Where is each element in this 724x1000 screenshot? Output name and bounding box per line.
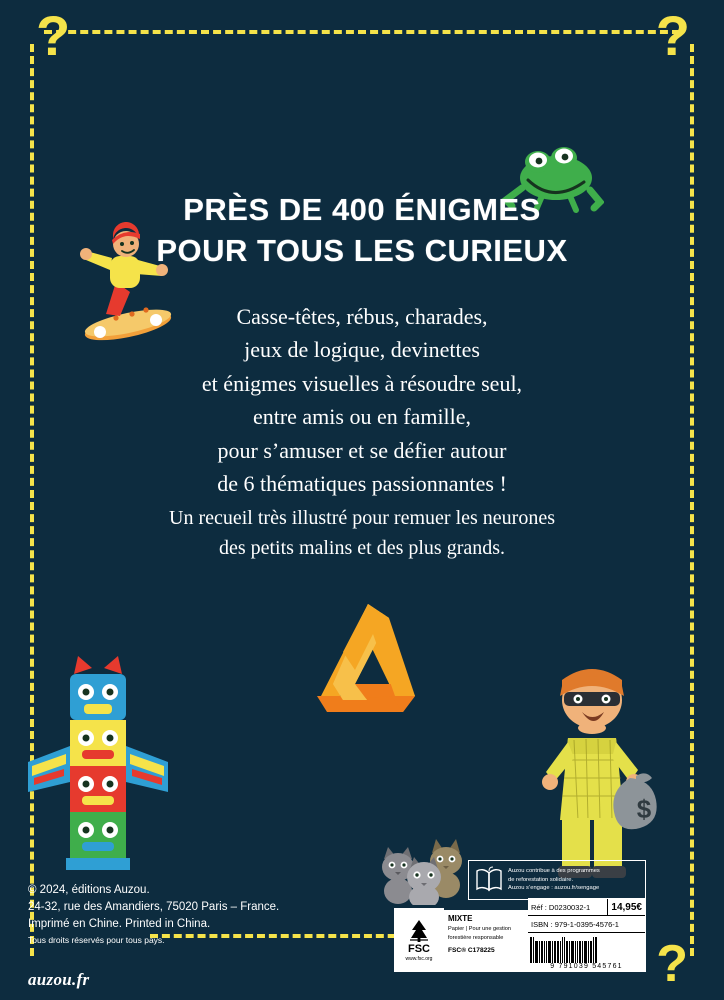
description-line-6: de 6 thématiques passionnantes !	[217, 471, 507, 497]
reference-barcode-box	[528, 898, 646, 972]
price-label: 14,95€	[607, 899, 645, 915]
totem-pole-illustration	[8, 642, 188, 882]
dashed-border-top	[44, 30, 680, 34]
sengage-box	[468, 860, 646, 900]
description-line-5: pour s’amuser et se défier autour	[217, 437, 507, 463]
description-line-2: jeux de logique, devinettes	[244, 337, 480, 363]
auzou-website-text: auzou.fr	[28, 970, 90, 989]
description-line-1: Casse-têtes, rébus, charades,	[236, 304, 488, 329]
fsc-logo	[394, 908, 444, 972]
sengage-line-3: Auzou s’engage : auzou.fr/sengage	[508, 885, 600, 892]
copyright-block	[28, 882, 279, 948]
description-paragraph	[60, 300, 664, 501]
copyright-line-1: © 2024, éditions Auzou.	[28, 883, 150, 896]
copyright-line-3: Imprimé en Chine. Printed in China.	[28, 918, 211, 931]
description-line-4: entre amis ou en famille,	[252, 404, 472, 430]
cats-illustration	[378, 825, 468, 905]
copyright-line-4: Tous droits réservés pour tous pays.	[28, 935, 165, 946]
fsc-label: FSC	[408, 942, 430, 955]
question-mark-icon-bottom-right: ?	[656, 935, 688, 993]
auzou-website-logo[interactable]	[28, 970, 89, 990]
headline-line-1: PRÈS DE 400 ÉNIGMES	[183, 192, 541, 227]
isbn-label: ISBN : 979-1-0395-4576-1	[531, 919, 619, 929]
svg-text:$: $	[636, 794, 652, 824]
barcode-number: 9 791039 545761	[528, 963, 645, 971]
mixte-title: MIXTE	[448, 914, 473, 923]
isbn-row	[528, 916, 645, 933]
reference-label: Réf : D0230032-1	[531, 902, 591, 912]
sengage-text	[508, 867, 604, 892]
question-mark-icon-top-left: ?	[36, 4, 71, 67]
mixte-line-1: Papier | Pour une gestion	[448, 925, 512, 932]
page-title	[0, 190, 724, 272]
mixte-line-2: forestière responsable	[448, 934, 504, 941]
question-mark-icon-top-right: ?	[655, 4, 690, 67]
fsc-mixte-box	[444, 910, 528, 972]
headline-line-2: POUR TOUS LES CURIEUX	[156, 232, 568, 268]
secondary-paragraph	[60, 503, 664, 563]
burglar-illustration	[512, 650, 672, 880]
mixte-code: FSC® C178225	[448, 947, 495, 955]
barcode	[528, 933, 645, 963]
sengage-line-2: de reforestation solidaire.	[508, 876, 574, 883]
description-line-3: et énigmes visuelles à résoudre seul,	[201, 370, 523, 396]
fsc-url: www.fsc.org	[405, 955, 433, 962]
dashed-border-right	[690, 44, 694, 956]
fsc-tree-icon	[408, 919, 430, 943]
open-book-icon	[474, 865, 504, 895]
secondary-line-2: des petits malins et des plus grands.	[218, 537, 506, 559]
copyright-line-2: 24-32, rue des Amandiers, 75020 Paris – France.	[28, 900, 280, 913]
impossible-triangle-illustration	[303, 600, 433, 720]
product-info-block	[394, 898, 646, 972]
sengage-line-1: Auzou contribue à des programmes	[508, 868, 600, 875]
reference-row	[528, 899, 645, 916]
secondary-line-1: Un recueil très illustré pour remuer les neurones	[169, 507, 555, 529]
